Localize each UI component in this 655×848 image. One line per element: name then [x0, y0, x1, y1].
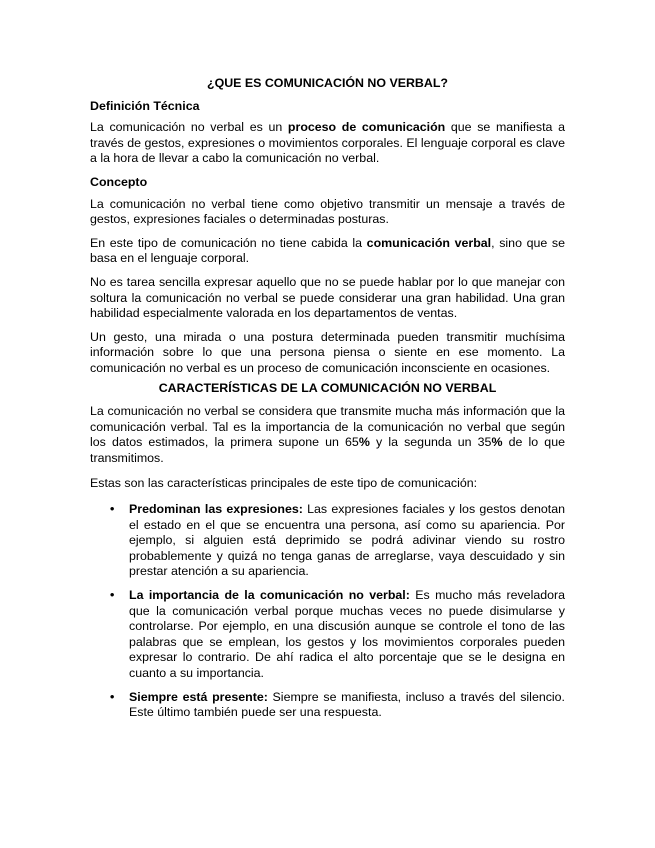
list-item-text: Las expresiones faciales y los gestos denotan el estado en el que se encuentra una persona, así como su apariencia. Por ejemplo, si alguien está deprimido se podrá adivinar viendo su rostro probablemente y quizá no tenga ganas de arreglarse, vaya descuidado y sin prestar atención a su apariencia. — [129, 502, 566, 579]
caracteristicas-text-a: La comunicación no verbal se considera que transmite mucha más información que la comunicación verbal. Tal es la importancia de la comunicación no verbal que según los datos estimados, la primera supone un 65 — [90, 404, 565, 450]
definicion-paragraph — [90, 120, 565, 167]
caracteristicas-text-b: y la segunda un 35 — [369, 435, 492, 450]
bullet-icon: • — [110, 689, 115, 704]
definicion-bold-term: proceso de comunicación — [287, 120, 446, 135]
list-item — [110, 502, 566, 580]
concepto-paragraph-2 — [90, 236, 565, 267]
percent-sign-2: % — [491, 435, 503, 450]
caracteristicas-text-c: de lo que transmitimos. — [90, 435, 565, 465]
definicion-text-2: que se manifiesta a través de gestos, expresiones o movimientos corporales. El lenguaje corporal es clave a la hora de llevar a cabo la comunicación no verbal. — [90, 120, 565, 166]
definicion-text-1: La comunicación no verbal es un — [90, 120, 288, 135]
percent-sign-1: % — [358, 435, 370, 450]
list-item-text: Siempre se manifiesta, incluso a través del silencio. Este último también puede ser una respuesta. — [129, 689, 566, 720]
caracteristicas-heading: CARACTERÍSTICAS DE LA COMUNICACIÓN NO VERBAL — [158, 380, 497, 395]
list-item-text: Es mucho más reveladora que la comunicación verbal porque muchas veces no puede disimularse y controlarse. Por ejemplo, en una discusión aunque se controle el tono de las palabras que se emplean, los gestos y los movimientos corporales pueden expresar lo contrario. De ahí radica el alto porcentaje que se le designa en cuanto a su importancia. — [129, 588, 566, 680]
concepto-p2-bold-term: comunicación verbal — [366, 235, 492, 250]
concepto-paragraph-1: La comunicación no verbal tiene como objetivo transmitir un mensaje a través de gestos, expresiones faciales o determinadas posturas. — [90, 196, 565, 227]
bullet-icon: • — [110, 588, 115, 603]
list-item — [110, 588, 566, 682]
concepto-heading: Concepto — [90, 174, 148, 189]
bullet-icon: • — [110, 502, 115, 517]
caracteristicas-paragraph — [90, 404, 565, 466]
concepto-paragraph-3: No es tarea sencilla expresar aquello que no se puede hablar por lo que manejar con soltura la comunicación no verbal se puede considerar una gran habilidad. Una gran habilidad especialmente valorada en los departamentos de ventas. — [90, 274, 565, 321]
concepto-p2-text-2: , sino que se basa en el lenguaje corporal. — [90, 235, 565, 266]
caracteristicas-list — [90, 502, 565, 721]
definicion-heading: Definición Técnica — [90, 98, 200, 113]
list-item — [110, 689, 566, 721]
list-item-title: Predominan las expresiones: — [129, 502, 303, 517]
document-title: ¿QUE ES COMUNICACIÓN NO VERBAL? — [207, 76, 448, 90]
concepto-p2-text-1: En este tipo de comunicación no tiene cabida la — [90, 235, 367, 250]
list-item-title: La importancia de la comunicación no verbal: — [129, 588, 410, 603]
caracteristicas-intro: Estas son las características principales de este tipo de comunicación: — [90, 476, 478, 491]
list-item-title: Siempre está presente: — [129, 689, 268, 704]
concepto-paragraph-4: Un gesto, una mirada o una postura determinada pueden transmitir muchísima información sobre lo que una persona piensa o siente en ese momento. La comunicación no verbal es un proceso de comunicación inconsciente en ocasiones. — [90, 329, 565, 375]
